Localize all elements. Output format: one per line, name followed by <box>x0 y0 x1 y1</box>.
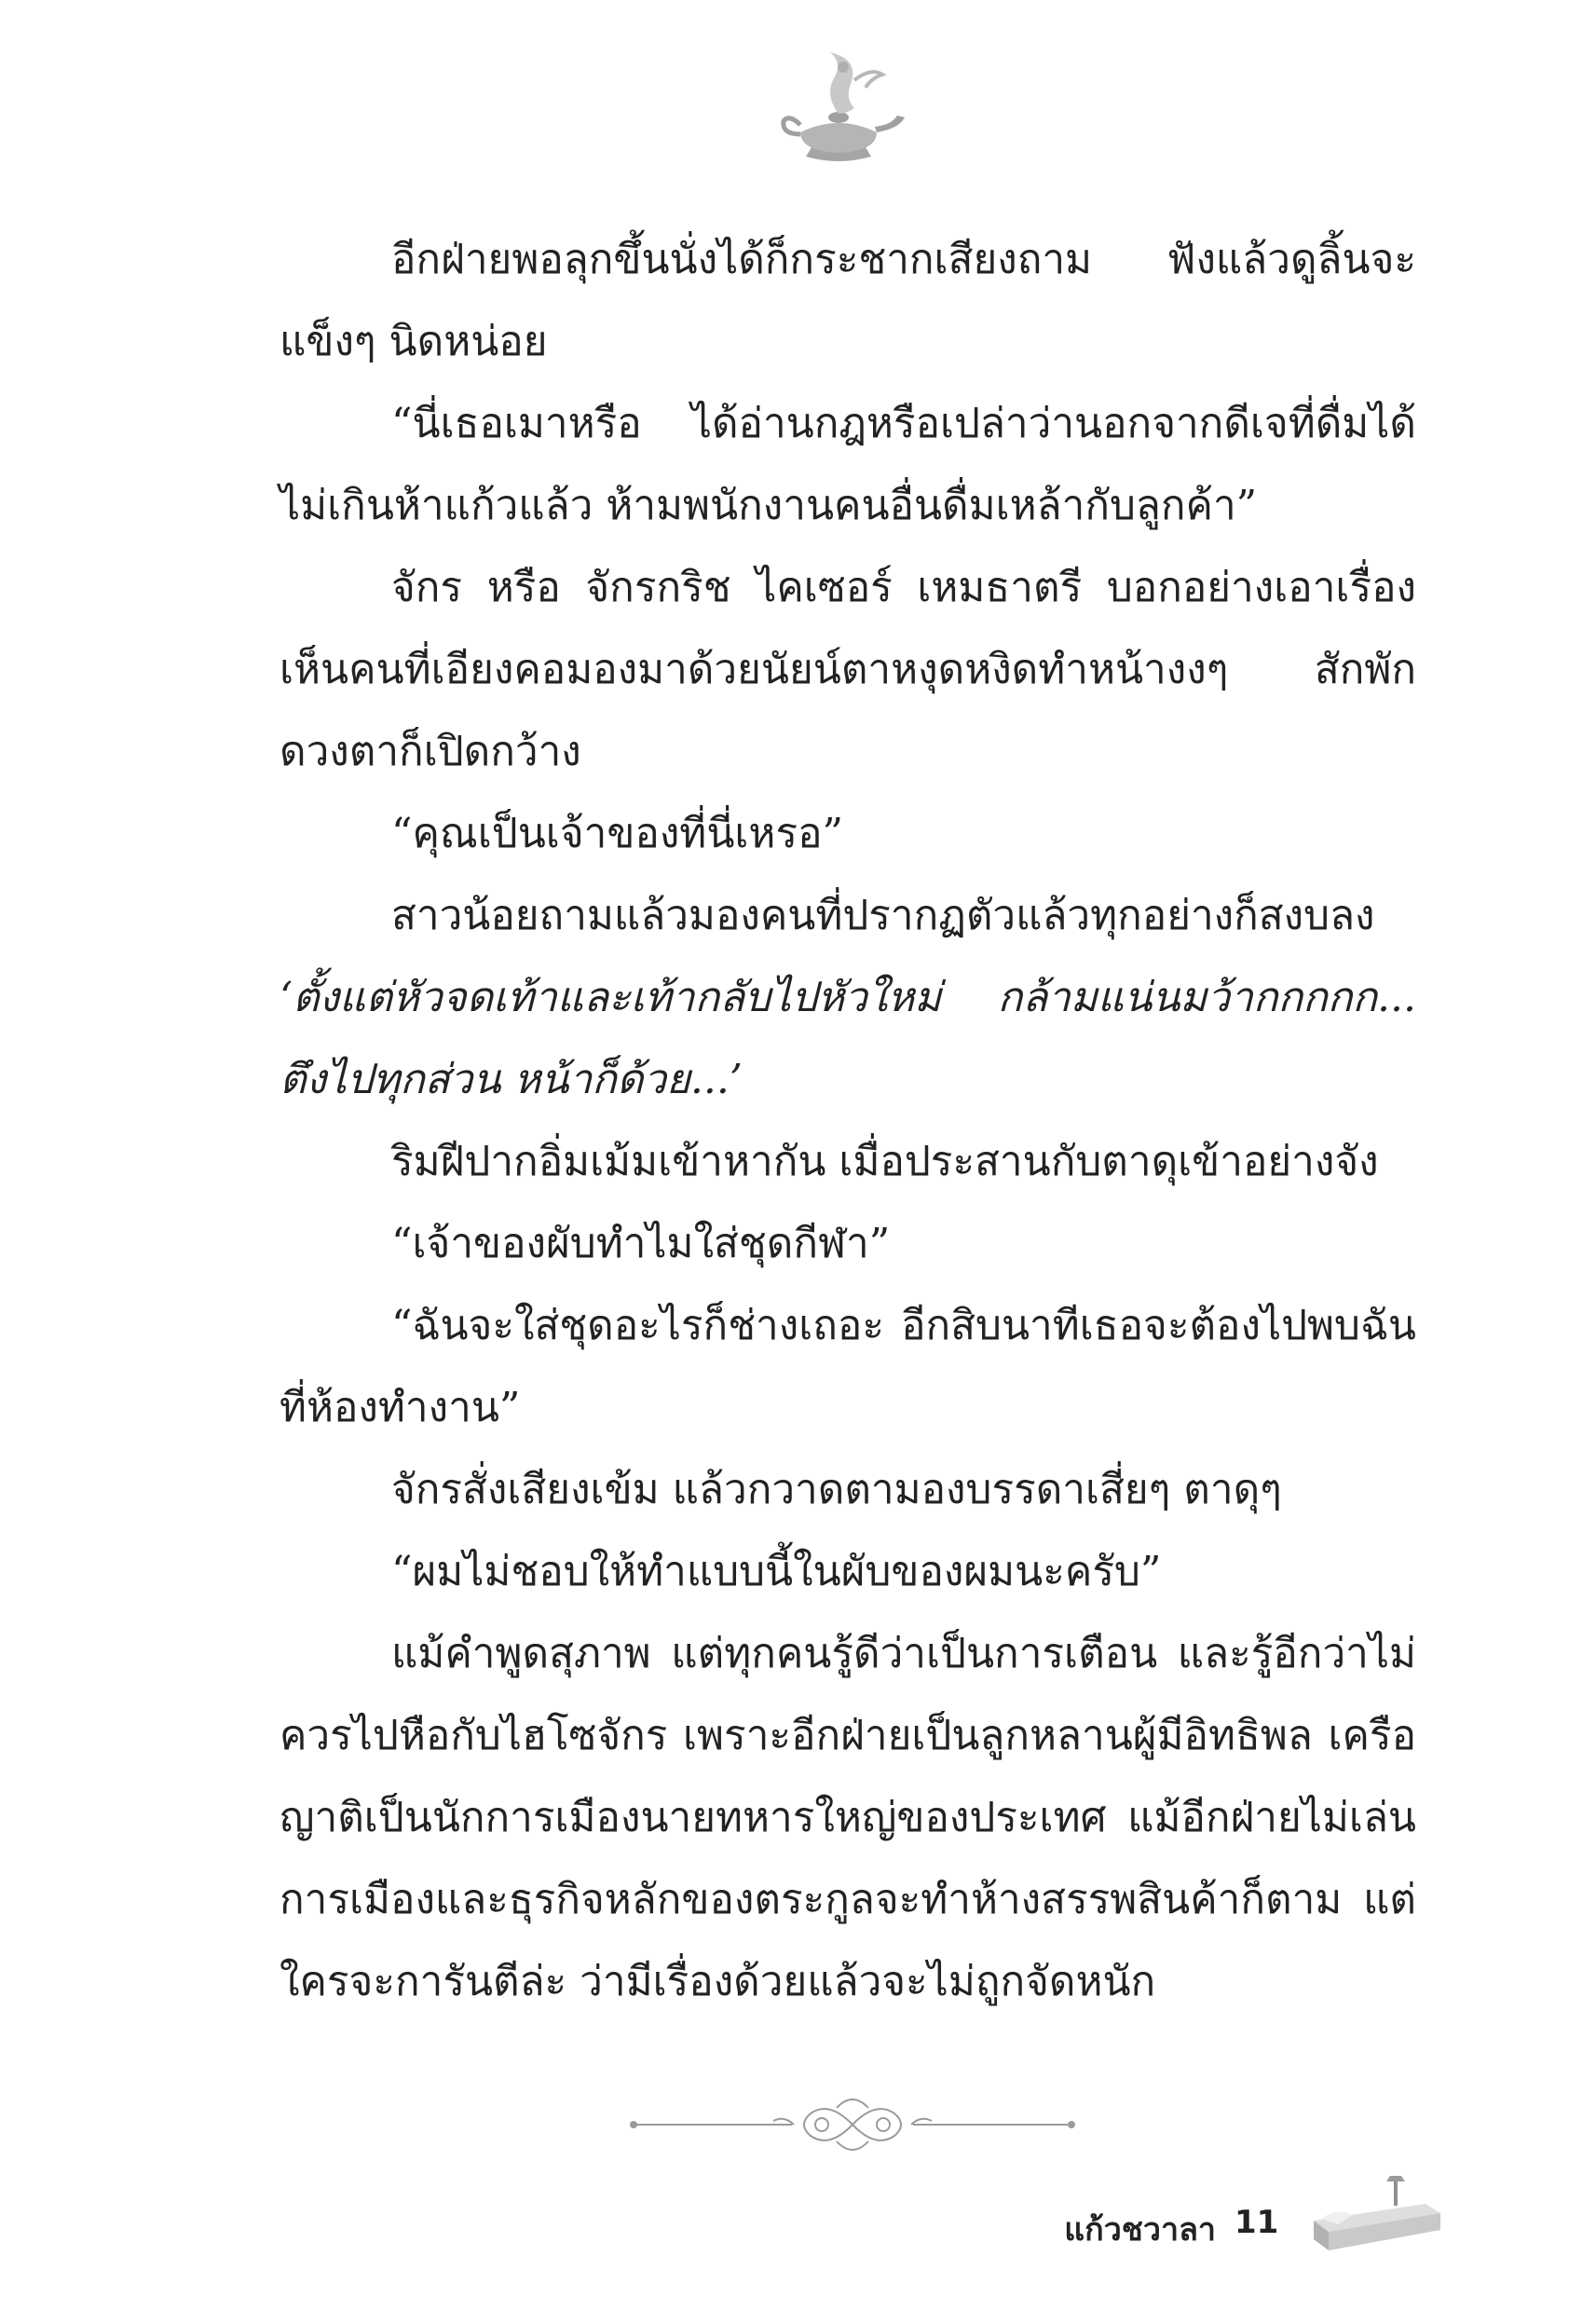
flourish-divider <box>624 2087 1081 2162</box>
paragraph: จักรสั่งเสียงเข้ม แล้วกวาดตามองบรรดาเสี่ยๆ ตาดุๆ <box>391 1466 1282 1513</box>
paragraph: “คุณเป็นเจ้าของที่นี่เหรอ” <box>391 810 843 857</box>
story-text <box>280 219 1416 2023</box>
lamp-icon <box>769 47 908 172</box>
paragraph: ริมฝีปากอิ่มเม้มเข้าหากัน เมื่อประสานกับตาดุเข้าอย่างจัง <box>391 1138 1379 1185</box>
paragraph: สาวน้อยถามแล้วมองคนที่ปรากฏตัวแล้วทุกอย่างก็สงบลง <box>391 892 1375 939</box>
paragraph: “ฉันจะใส่ชุดอะไรก็ช่างเถอะ อีกสิบนาทีเธอจะต้องไปพบฉันที่ห้องทำงาน” <box>280 1302 1416 1431</box>
paragraph: แม้คำพูดสุภาพ แต่ทุกคนรู้ดีว่าเป็นการเตือน และรู้อีกว่าไม่ควรไปหือกับไฮโซจักร เพราะอีกฝ่ายเป็นลูกหลานผู้มีอิทธิพล เครือญาติเป็นนักการเมืองนายทหารใหญ่ของประเทศ แม้อีกฝ่ายไม่เล่นการเมืองและธุรกิจหลักของตระกูลจะทำห้างสรรพสินค้าก็ตาม แต่ใครจะการันตีล่ะ ว่ามีเรื่องด้วยแล้วจะไม่ถูกจัดหนัก <box>280 1630 1416 2005</box>
page-number: 11 <box>1235 2204 1279 2241</box>
paragraph: “นี่เธอเมาหรือ ได้อ่านกฎหรือเปล่าว่านอกจากดีเจที่ดื่มได้ไม่เกินห้าแก้วแล้ว ห้ามพนักงานคนอื่นดื่มเหล้ากับลูกค้า” <box>280 400 1416 529</box>
book-title: แก้วชวาลา <box>1064 2211 1216 2249</box>
paragraph: จักร หรือ จักรกริช ไคเซอร์ เหมธาตรี บอกอย่างเอาเรื่อง เห็นคนที่เอียงคอมองมาด้วยนัยน์ตาหงุดหงิดทำหน้างงๆ สักพักดวงตาก็เปิดกว้าง <box>280 564 1416 775</box>
paragraph: “ผมไม่ชอบให้ทำแบบนี้ในผับของผมนะครับ” <box>391 1548 1162 1595</box>
paragraph: “เจ้าของผับทำไมใส่ชุดกีฬา” <box>391 1220 891 1267</box>
inner-thought: ‘ตั้งแต่หัวจดเท้าและเท้ากลับไปหัวใหม่ กล้ามแน่นมว้ากกกกก... ตึงไปทุกส่วน หน้าก็ด้วย...’ <box>280 974 1416 1103</box>
paragraph: อีกฝ่ายพอลุกขึ้นนั่งได้ก็กระชากเสียงถาม ฟังแล้วดูลิ้นจะแข็งๆ นิดหน่อย <box>280 236 1416 365</box>
bed-icon <box>1304 2176 1444 2255</box>
